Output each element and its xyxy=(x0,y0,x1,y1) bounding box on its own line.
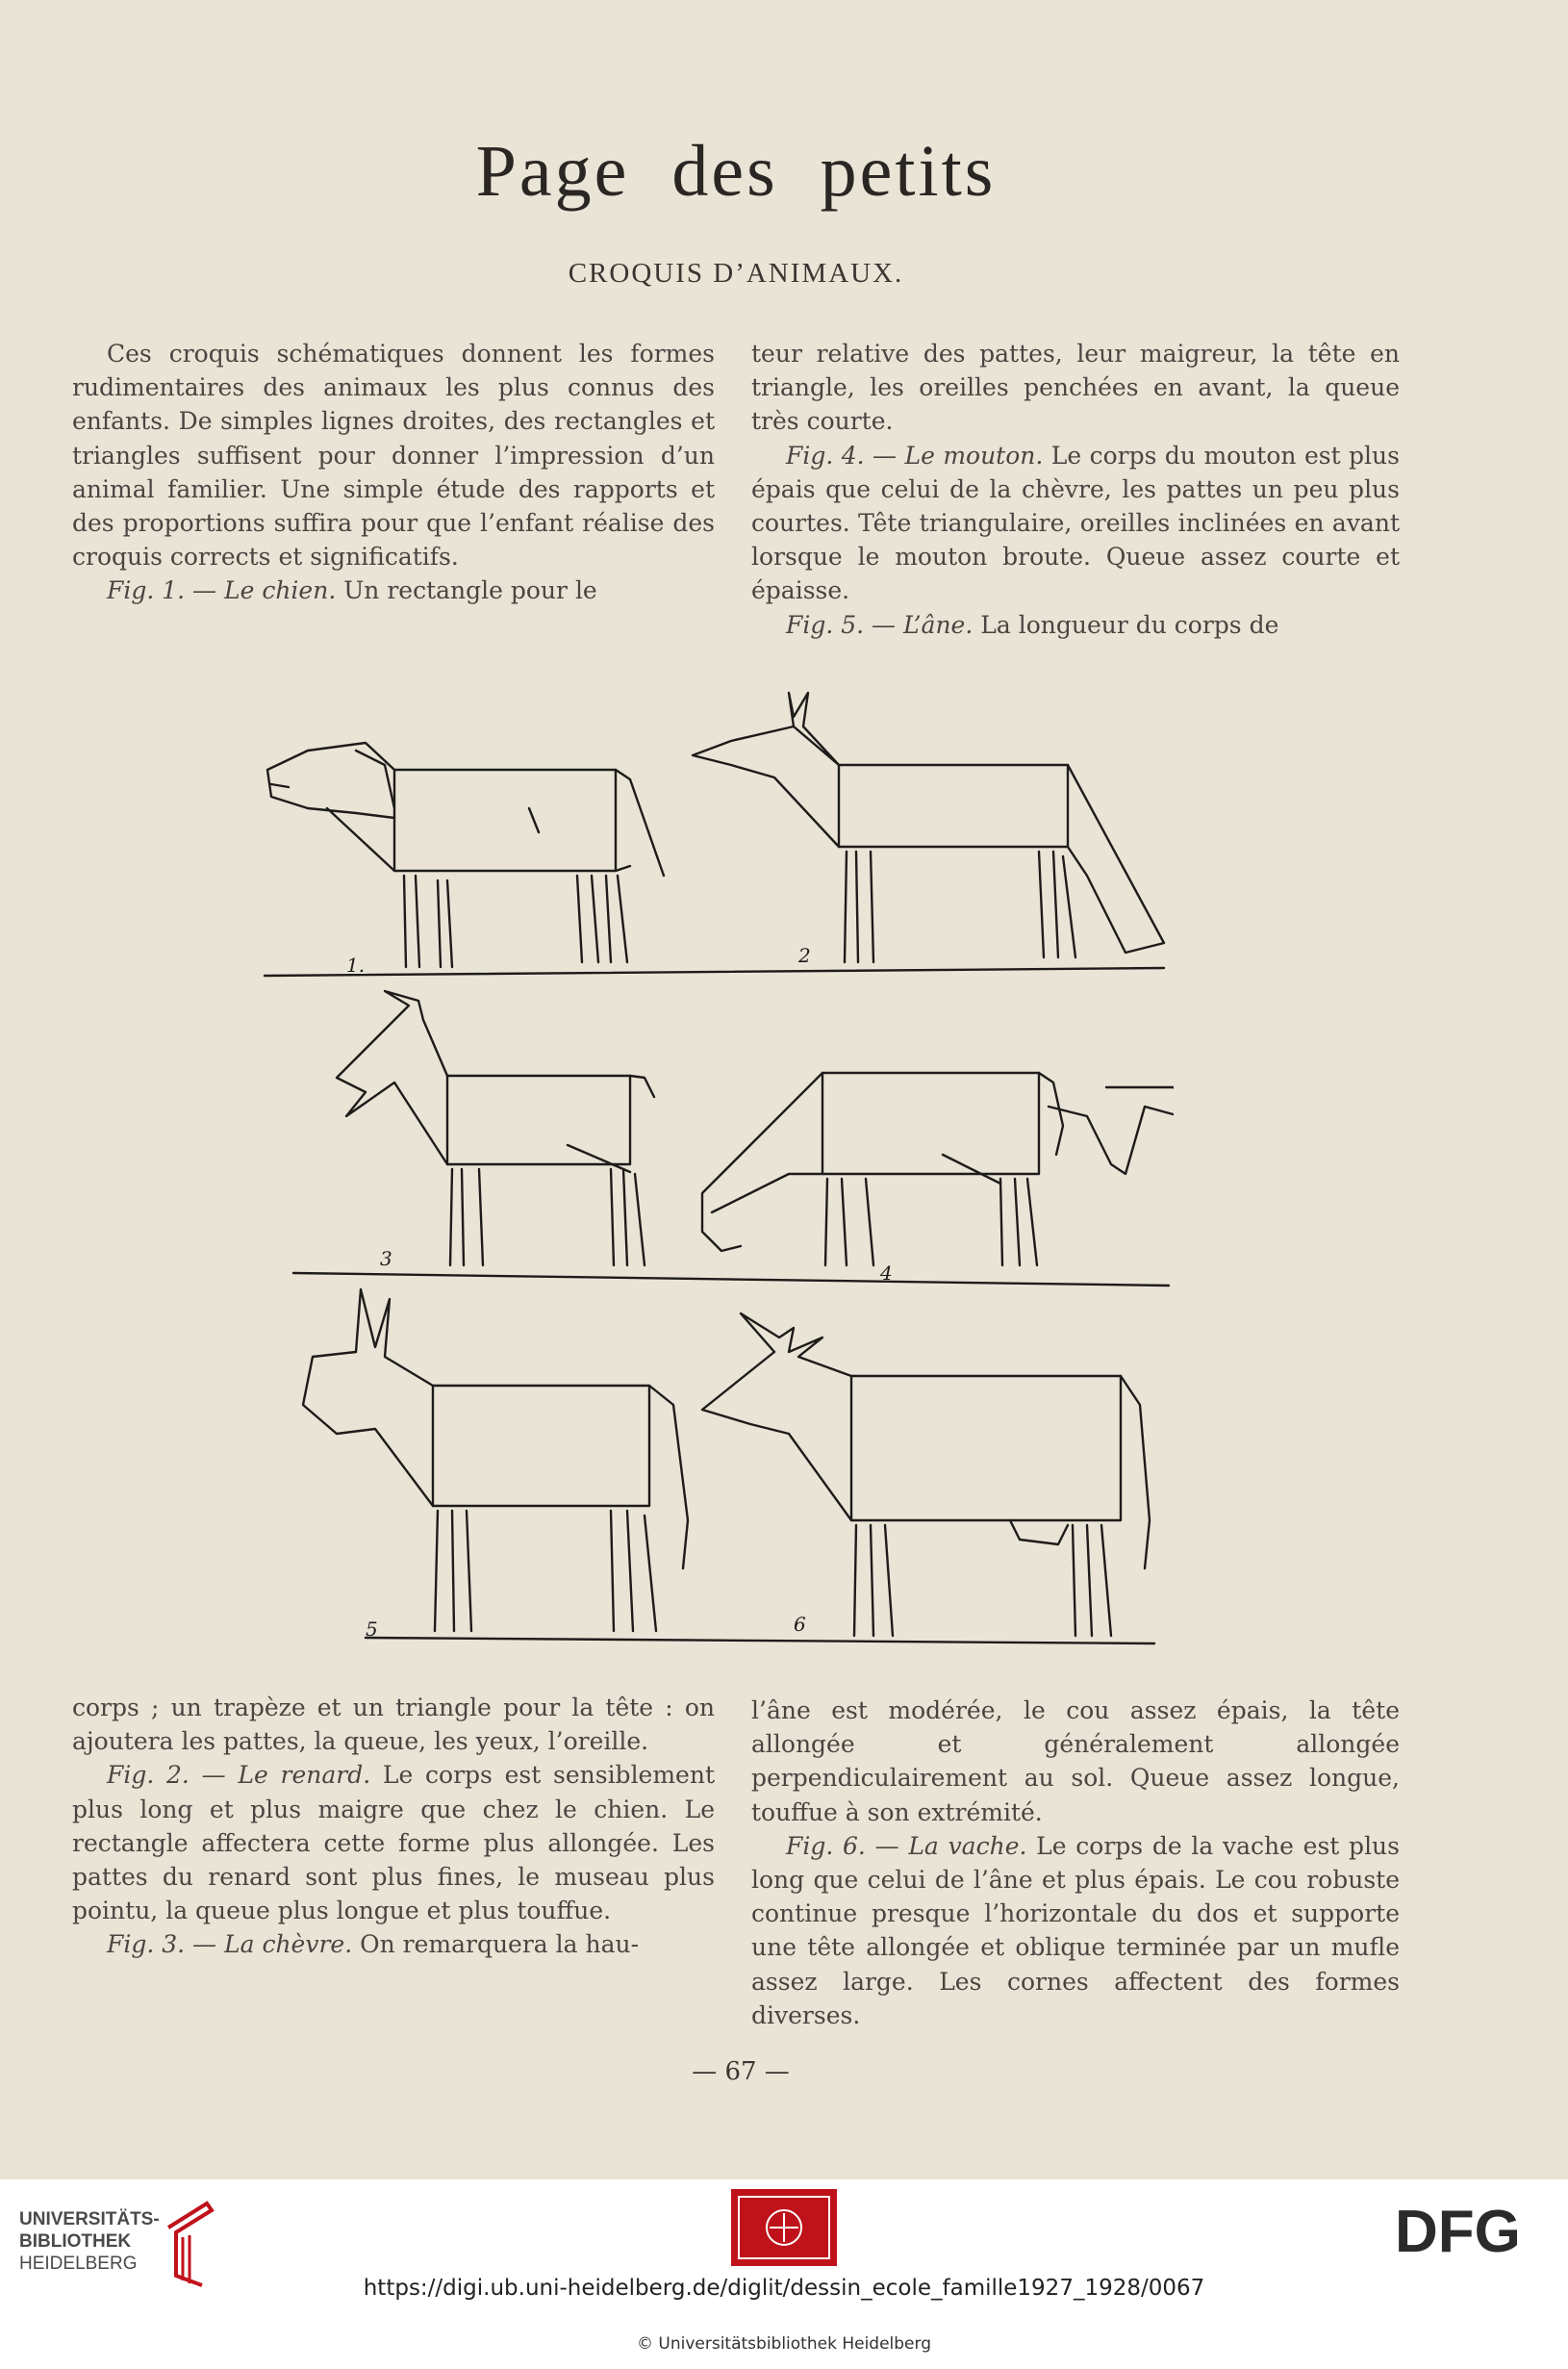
paragraph-fig2 xyxy=(72,1758,715,1927)
copyright-notice: © Universitätsbibliothek Heidelberg xyxy=(636,2334,931,2354)
logo-line-2: BIBLIOTHEK xyxy=(19,2231,132,2252)
paragraph-fig5 xyxy=(751,608,1400,642)
paragraph-fig3-cont: teur relative des pattes, leur maigreur, la tête en triangle, les oreilles penchées en avant, la queue très courte. xyxy=(751,340,1400,436)
fig5-caption: Fig. 5. — L’âne. xyxy=(786,610,974,639)
fig-label-4: 4 xyxy=(880,1261,893,1285)
dfg-wordmark xyxy=(1395,2202,1549,2259)
page-title: Page des petits xyxy=(475,131,997,212)
paragraph-fig1-cont: corps ; un trapèze et un triangle pour la tête : on ajoutera les pattes, la queue, les yeux, l’oreille. xyxy=(72,1694,715,1756)
fig2-text: Le corps est sensiblement plus long et plus maigre que chez le chien. Le rectangle affectera cette forme plus allongée. Les pattes du renard sont plus fines, le museau plus pointu, la queue plus longue et plus touffue. xyxy=(72,1761,716,1925)
fig4-text: Le corps du mouton est plus épais que celui de la chèvre, les pattes un peu plus courtes. Tête triangulaire, oreilles inclinées en avant lorsque le mouton broute. Queue assez courte et épaisse. xyxy=(751,441,1400,605)
fig-label-6: 6 xyxy=(794,1613,806,1636)
fig-label-3: 3 xyxy=(380,1247,392,1270)
animal-sketches-figure xyxy=(250,674,1174,1655)
fig1-text: Un rectangle pour le xyxy=(336,576,597,605)
goat-sketch xyxy=(337,991,654,1265)
donkey-sketch xyxy=(303,1289,688,1631)
svg-text:DFG: DFG xyxy=(1395,2202,1521,2259)
paragraph-fig4 xyxy=(751,439,1400,608)
sheep-sketch xyxy=(702,1073,1174,1265)
text-column-top-right xyxy=(751,337,1400,642)
fig5-text: La longueur du corps de xyxy=(973,610,1279,639)
fig1-caption: Fig. 1. — Le chien. xyxy=(107,576,337,605)
dog-sketch xyxy=(267,743,664,967)
paragraph-fig6 xyxy=(751,1829,1400,2032)
fox-sketch xyxy=(693,693,1164,962)
paragraph-fig5-cont: l’âne est modérée, le cou assez épais, la tête allongée et généralement allongée perpendiculairement au sol. Queue assez longue, touffue à son extrémité. xyxy=(751,1696,1400,1826)
ground-line-1 xyxy=(265,968,1164,976)
fig-label-5: 5 xyxy=(366,1618,378,1641)
fig6-text: Le corps de la vache est plus long que celui de l’âne et plus épais. Le cou robuste continue presque l’horizontale du dos et supporte une tête allongée et oblique terminée par un mufle assez large. Les cornes affectent des formes diverses. xyxy=(751,1831,1400,2029)
logo-line-1: UNIVERSITÄTS- xyxy=(19,2209,160,2229)
ground-line-2 xyxy=(293,1273,1169,1286)
fig3-text: On remarquera la hau- xyxy=(352,1930,640,1959)
fig2-caption: Fig. 2. — Le renard. xyxy=(107,1761,371,1790)
fig-label-1: 1. xyxy=(346,954,366,977)
logo-line-3: HEIDELBERG xyxy=(19,2254,138,2274)
cow-sketch xyxy=(702,1313,1150,1636)
text-column-bottom-right xyxy=(751,1694,1400,2032)
page-number: — 67 — xyxy=(692,2057,790,2086)
fig3-caption: Fig. 3. — La chèvre. xyxy=(107,1930,353,1959)
permalink-url[interactable]: https://digi.ub.uni-heidelberg.de/diglit/dessin_ecole_famille1927_1928/0067 xyxy=(363,2276,1205,2301)
paragraph-fig3 xyxy=(72,1927,715,1961)
text-column-bottom-left xyxy=(72,1691,715,1962)
fig6-caption: Fig. 6. — La vache. xyxy=(786,1831,1027,1860)
episteme-emblem-icon xyxy=(731,2189,837,2266)
text-column-top-left xyxy=(72,337,715,608)
fig-label-2: 2 xyxy=(798,944,811,967)
dfg-logo[interactable] xyxy=(1395,2202,1549,2259)
article-subtitle: CROQUIS D’ANIMAUX. xyxy=(568,258,904,289)
paragraph-fig1 xyxy=(72,573,715,607)
episteme-logo[interactable] xyxy=(731,2189,837,2266)
fig4-caption: Fig. 4. — Le mouton. xyxy=(786,441,1044,470)
paragraph-intro: Ces croquis schématiques donnent les formes rudimentaires des animaux les plus connus des enfants. De simples lignes droites, des rectangles et triangles suffisent pour donner l’impression d’un animal familier. Une simple étude des rapports et des proportions suffira pour que l’enfant réalise des croquis corrects et significatifs. xyxy=(72,340,715,572)
ground-line-3 xyxy=(366,1638,1154,1643)
